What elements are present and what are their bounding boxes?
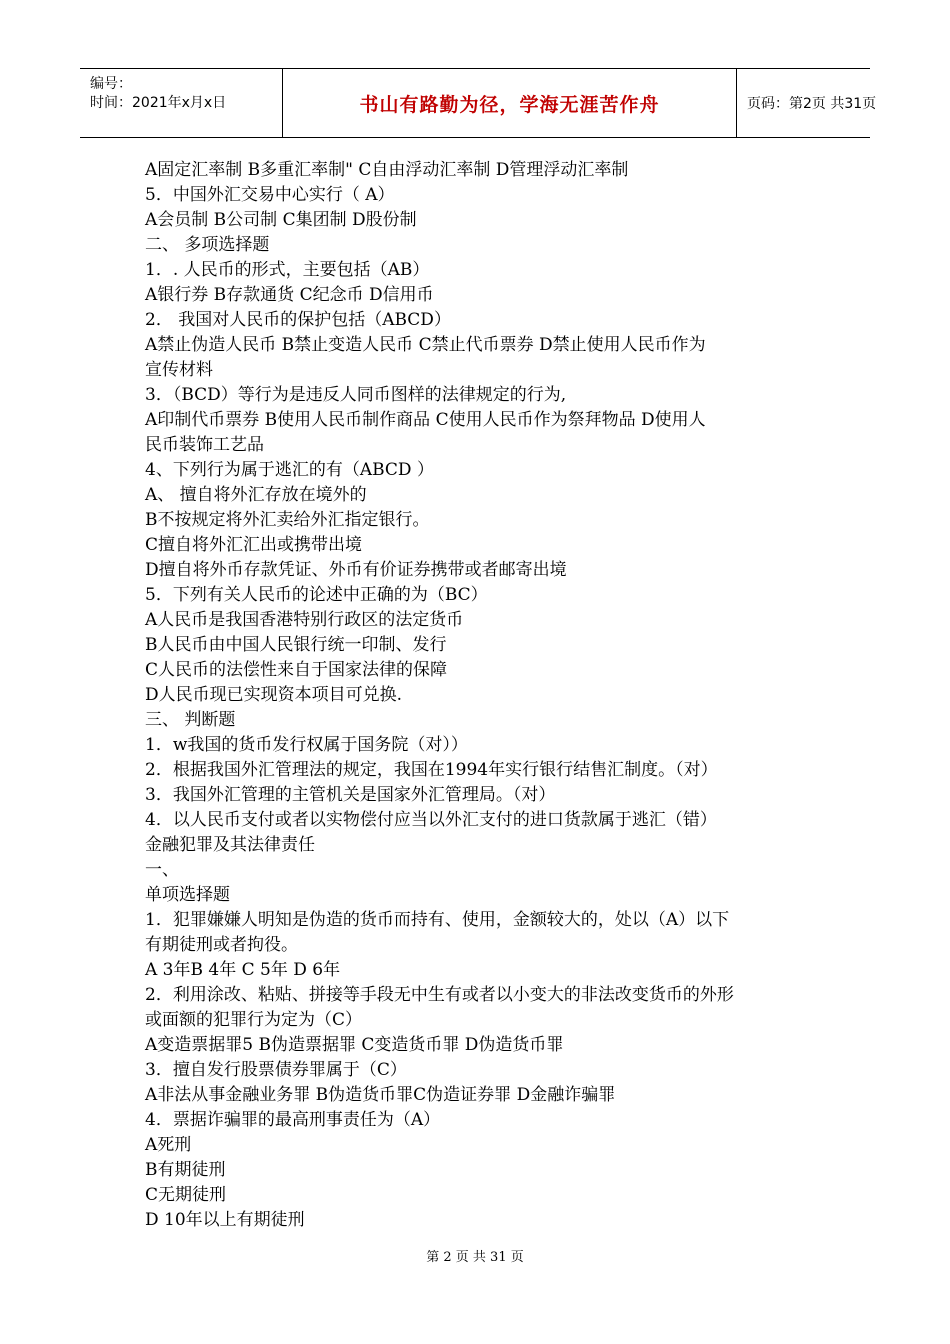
header-motto-cell bbox=[282, 69, 737, 137]
text-line: 4．票据诈骗罪的最高刑事责任为（A） bbox=[145, 1110, 441, 1130]
text-line: 二、 多项选择题 bbox=[145, 235, 270, 255]
text-line: 1．. 人民币的形式，主要包括（AB） bbox=[145, 260, 430, 280]
text-line: 或面额的犯罪行为定为（C） bbox=[145, 1010, 363, 1030]
text-line: 2． 我国对人民币的保护包括（ABCD） bbox=[145, 310, 451, 330]
text-line: 5．中国外汇交易中心实行（ A） bbox=[145, 185, 395, 205]
text-line: 2．根据我国外汇管理法的规定，我国在1994年实行银行结售汇制度。（对） bbox=[145, 760, 718, 780]
text-line: A银行券 B存款通货 C纪念币 D信用币 bbox=[145, 285, 434, 305]
number-label: 编号： bbox=[90, 76, 132, 92]
header-page-cell bbox=[737, 69, 877, 137]
text-line: 三、 判断题 bbox=[145, 710, 236, 730]
text-line: A非法从事金融业务罪 B伪造货币罪C伪造证券罪 D金融诈骗罪 bbox=[145, 1085, 616, 1105]
document-body bbox=[145, 158, 815, 1233]
text-line: A死刑 bbox=[145, 1135, 192, 1155]
text-line: B有期徒刑 bbox=[145, 1160, 226, 1180]
document-header bbox=[80, 68, 877, 138]
text-line: A禁止伪造人民币 B禁止变造人民币 C禁止代币票券 D禁止使用人民币作为 bbox=[145, 335, 706, 355]
text-line: A变造票据罪5 B伪造票据罪 C变造货币罪 D伪造货币罪 bbox=[145, 1035, 564, 1055]
text-line: 金融犯罪及其法律责任 bbox=[145, 835, 315, 855]
text-line: 民币装饰工艺品 bbox=[145, 435, 264, 455]
text-line: A 3年B 4年 C 5年 D 6年 bbox=[145, 960, 341, 980]
motto: 书山有路勤为径，学海无涯苦作舟 bbox=[359, 93, 660, 116]
text-line: 1．w我国的货币发行权属于国务院（对）） bbox=[145, 735, 468, 755]
text-line: 单项选择题 bbox=[145, 885, 230, 905]
text-line: B人民币由中国人民银行统一印制、发行 bbox=[145, 635, 447, 655]
text-line: A印制代币票券 B使用人民币制作商品 C使用人民币作为祭拜物品 D使用人 bbox=[145, 410, 706, 430]
text-line: C人民币的法偿性来自于国家法律的保障 bbox=[145, 660, 448, 680]
text-line: 有期徒刑或者拘役。 bbox=[145, 935, 298, 955]
text-line: 3．我国外汇管理的主管机关是国家外汇管理局。（对） bbox=[145, 785, 556, 805]
date-label: 时间：2021年x月x日 bbox=[90, 95, 227, 111]
header-left-cell bbox=[80, 69, 280, 137]
page-footer: 第 2 页 共 31 页 bbox=[426, 1250, 524, 1265]
text-line: 3．擅自发行股票债券罪属于（C） bbox=[145, 1060, 407, 1080]
text-line: C擅自将外汇汇出或携带出境 bbox=[145, 535, 363, 555]
text-line: 一、 bbox=[145, 860, 179, 880]
text-line: 5．下列有关人民币的论述中正确的为（BC） bbox=[145, 585, 488, 605]
text-line: D擅自将外币存款凭证、外币有价证券携带或者邮寄出境 bbox=[145, 560, 567, 580]
text-line: C无期徒刑 bbox=[145, 1185, 227, 1205]
text-line: A固定汇率制 B多重汇率制" C自由浮动汇率制 D管理浮动汇率制 bbox=[145, 160, 629, 180]
text-line: 2．利用涂改、粘贴、拼接等手段无中生有或者以小变大的非法改变货币的外形 bbox=[145, 985, 734, 1005]
text-line: A会员制 B公司制 C集团制 D股份制 bbox=[145, 210, 417, 230]
page-info: 页码：第2页 共31页 bbox=[747, 96, 877, 112]
text-line: A、 擅自将外汇存放在境外的 bbox=[145, 485, 367, 505]
text-line: 4．以人民币支付或者以实物偿付应当以外汇支付的进口货款属于逃汇（错） bbox=[145, 810, 717, 830]
text-line: 宣传材料 bbox=[145, 360, 213, 380]
text-line: 3．（BCD）等行为是违反人同币图样的法律规定的行为, bbox=[145, 385, 567, 405]
text-line: B不按规定将外汇卖给外汇指定银行。 bbox=[145, 510, 430, 530]
text-line: D 10年以上有期徒刑 bbox=[145, 1210, 305, 1230]
text-line: 4、下列行为属于逃汇的有（ABCD ） bbox=[145, 460, 434, 480]
text-line: A人民币是我国香港特别行政区的法定货币 bbox=[145, 610, 464, 630]
text-line: D人民币现已实现资本项目可兑换. bbox=[145, 685, 403, 705]
text-line: 1．犯罪嫌嫌人明知是伪造的货币而持有、使用，金额较大的，处以（A）以下 bbox=[145, 910, 730, 930]
